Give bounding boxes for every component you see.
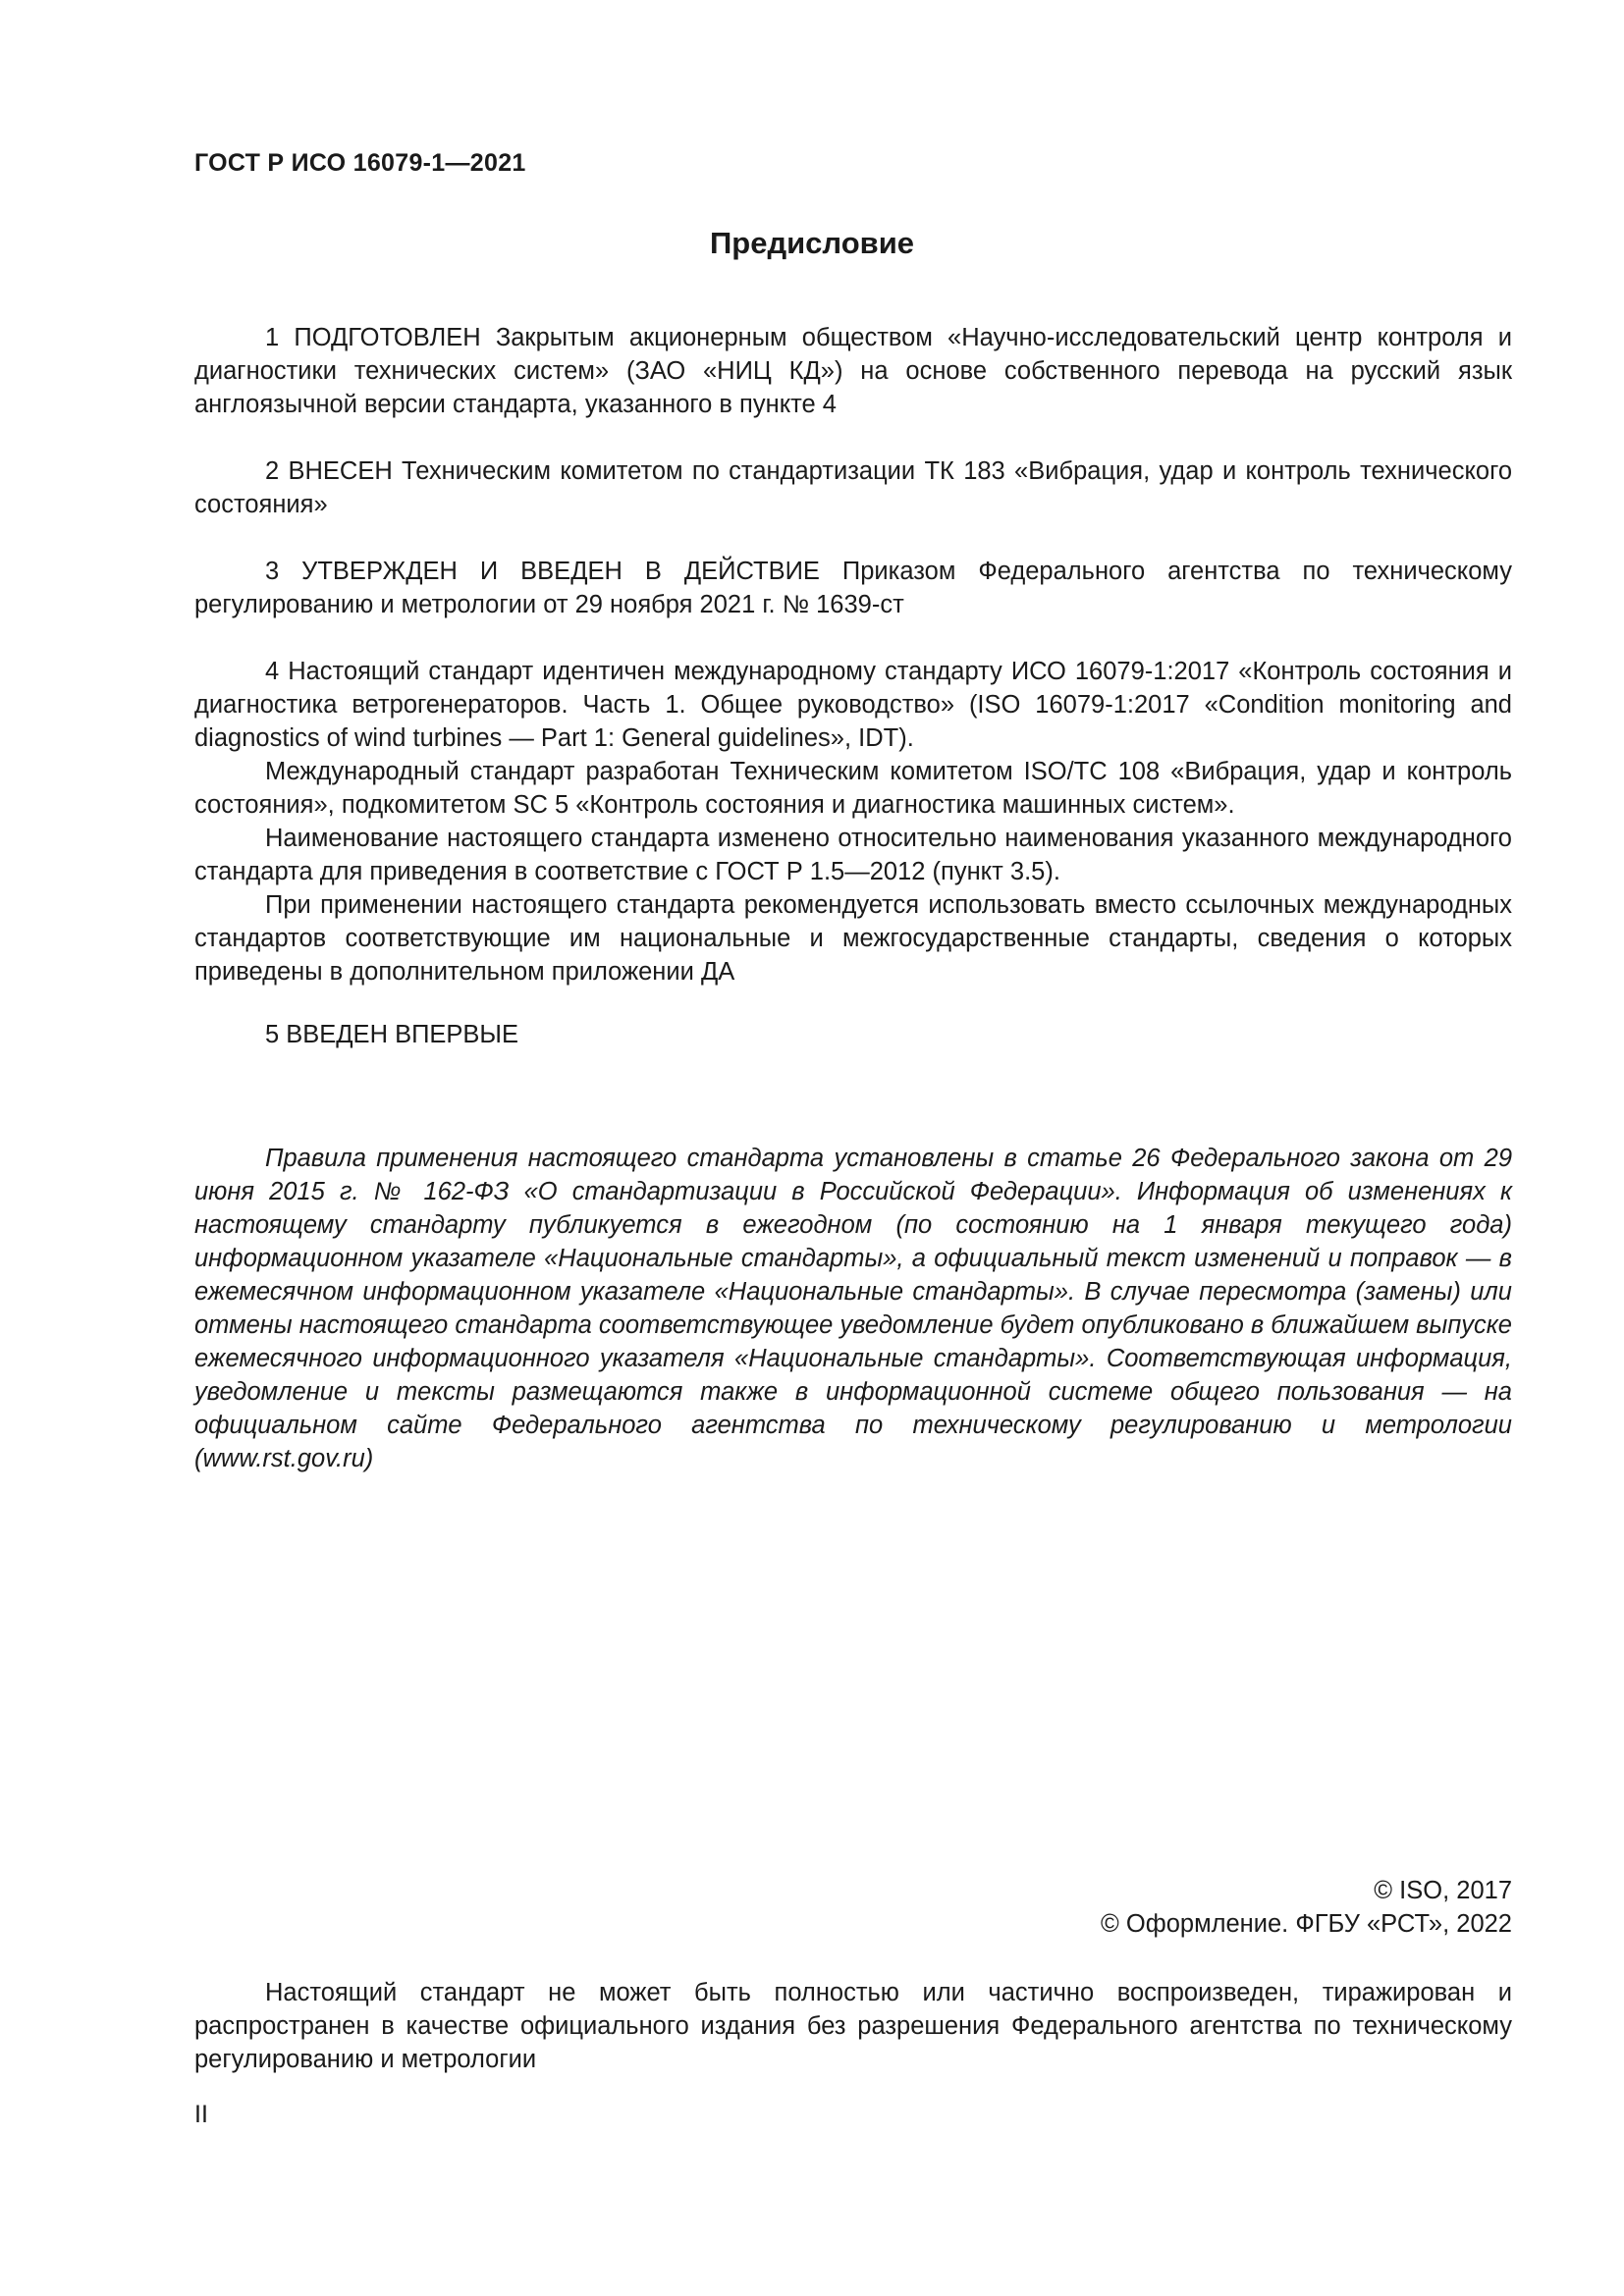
copyright-iso: © ISO, 2017 [1374,1877,1512,1904]
document-code: ГОСТ Р ИСО 16079-1—2021 [194,149,526,177]
section-4-paragraph-3: Наименование настоящего стандарта изменено относительно наименования указанного международного стандарта для приведения в соответствие с ГОСТ Р 1.5—2012 (пункт 3.5). [194,825,1512,885]
section-4-paragraph-4: При применении настоящего стандарта рекомендуется использовать вместо ссылочных международных стандартов соответствующие им национальные и межгосударственные стандарты, сведения о которых приведены в дополнительном приложении ДА [194,891,1512,986]
section-2 [194,454,1512,521]
section-3 [194,555,1512,621]
copyright-design: © Оформление. ФГБУ «РСТ», 2022 [1101,1910,1512,1938]
section-1-text: 1 ПОДГОТОВЛЕН Закрытым акционерным обществом «Научно-исследовательский центр контроля и диагностики технических систем» (ЗАО «НИЦ КД») на основе собственного перевода на русский язык англоязычной версии стандарта, указанного в пункте 4 [194,324,1512,418]
copyright-block [1101,1874,1512,1941]
section-4-paragraph-2: Международный стандарт разработан Техническим комитетом ISO/TC 108 «Вибрация, удар и контроль состояния», подкомитетом SC 5 «Контроль состояния и диагностика машинных систем». [194,758,1512,819]
section-1 [194,321,1512,421]
section-2-text: 2 ВНЕСЕН Техническим комитетом по стандартизации ТК 183 «Вибрация, удар и контроль технического состояния» [194,457,1512,518]
page-title: Предисловие [709,226,914,260]
section-4 [194,655,1512,988]
page-number: II [194,2101,208,2128]
legal-notice: Правила применения настоящего стандарта установлены в статье 26 Федерального закона от 29 июня 2015 г. № 162-ФЗ «О стандартизации в Российской Федерации». Информация об изменениях к настоящему стандарту публикуется в ежегодном (по состоянию на 1 января текущего года) информационном указателе «Национальные стандарты», а официальный текст изменений и поправок — в ежемесячном информационном указателе «Национальные стандарты». В случае пересмотра (замены) или отмены настоящего стандарта соответствующее уведомление будет опубликовано в ближайшем выпуске ежемесячного информационного указателя «Национальные стандарты». Соответствующая информация, уведомление и тексты размещаются также в информационной системе общего пользования — на официальном сайте Федерального агентства по техническому регулированию и метрологии (www.rst.gov.ru) [194,1145,1512,1472]
section-5 [194,1018,1512,1051]
section-3-text: 3 УТВЕРЖДЕН И ВВЕДЕН В ДЕЙСТВИЕ Приказом Федерального агентства по техническому регулированию и метрологии от 29 ноября 2021 г. № 1639-ст [194,558,1512,618]
section-4-paragraph-1: 4 Настоящий стандарт идентичен международному стандарту ИСО 16079-1:2017 «Контроль состояния и диагностика ветрогенераторов. Часть 1. Общее руководство» (ISO 16079-1:2017 «Condition monitoring and diagnostics of wind turbines — Part 1: General guidelines», IDT). [194,658,1512,752]
reproduction-notice: Настоящий стандарт не может быть полностью или частично воспроизведен, тиражирован и распространен в качестве официального издания без разрешения Федерального агентства по техническому регулированию и метрологии [194,1979,1512,2073]
section-5-text: 5 ВВЕДЕН ВПЕРВЫЕ [265,1021,519,1048]
